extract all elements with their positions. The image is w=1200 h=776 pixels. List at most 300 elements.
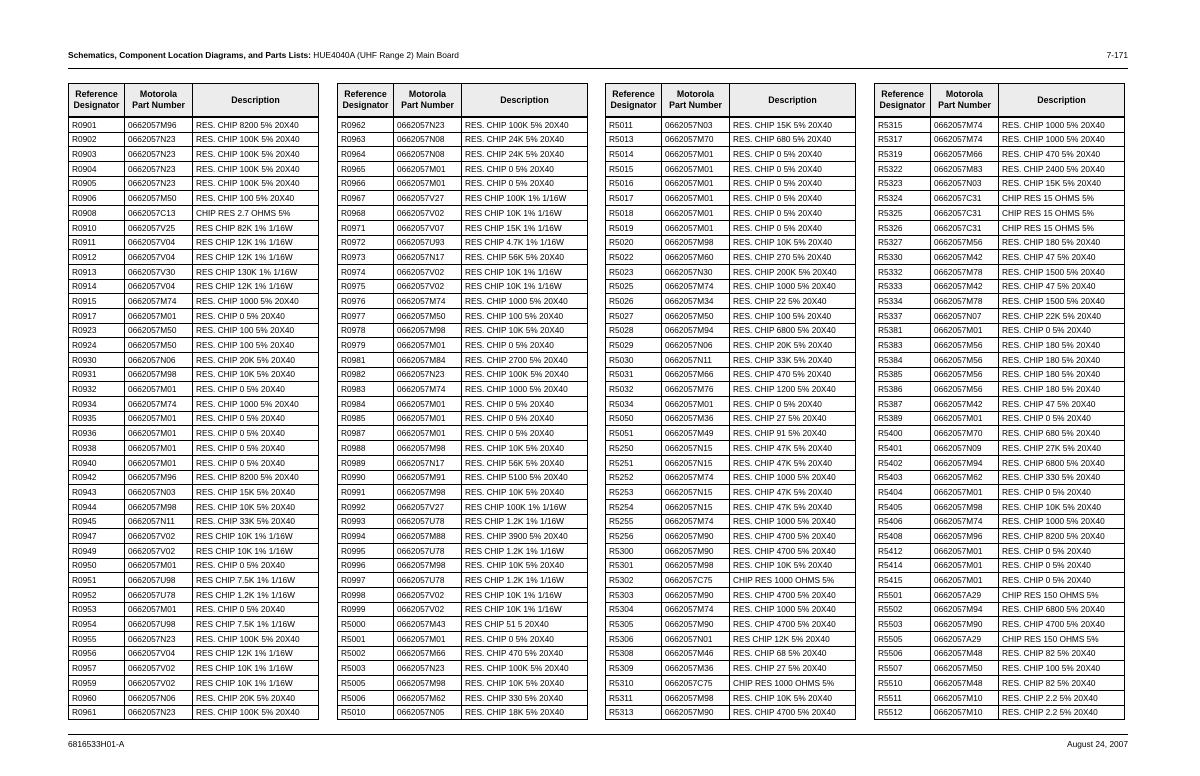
part-description: CHIP RES 150 OHMS 5% <box>999 588 1125 603</box>
part-description: RES. CHIP 6800 5% 20X40 <box>999 602 1125 617</box>
reference-designator: R0951 <box>69 573 125 588</box>
motorola-part-number: 0662057N07 <box>931 308 999 323</box>
motorola-part-number: 0662057M01 <box>125 558 193 573</box>
motorola-part-number: 0662057M60 <box>662 250 730 265</box>
reference-designator: R5010 <box>338 705 394 720</box>
table-row <box>69 558 319 573</box>
reference-designator: R0955 <box>69 632 125 647</box>
motorola-part-number: 0662057N15 <box>662 499 730 514</box>
reference-designator: R5414 <box>875 558 931 573</box>
reference-designator: R0964 <box>338 147 394 162</box>
part-description: RES. CHIP 56K 5% 20X40 <box>462 250 588 265</box>
table-row <box>338 661 588 676</box>
part-description: RES. CHIP 470 5% 20X40 <box>999 147 1125 162</box>
part-description: RES. CHIP 680 5% 20X40 <box>999 426 1125 441</box>
part-description: RES. CHIP 180 5% 20X40 <box>999 353 1125 368</box>
part-description: RES CHIP 51 5 20X40 <box>462 617 588 632</box>
motorola-part-number: 0662057M56 <box>931 235 999 250</box>
motorola-part-number: 0662057N08 <box>394 132 462 147</box>
table-header-row <box>338 84 588 118</box>
reference-designator: R0945 <box>69 514 125 529</box>
reference-designator: R0949 <box>69 543 125 558</box>
part-description: RES CHIP 12K 5% 20X40 <box>730 632 856 647</box>
reference-designator: R0994 <box>338 529 394 544</box>
part-description: RES. CHIP 8200 5% 20X40 <box>999 529 1125 544</box>
reference-designator: R0990 <box>338 470 394 485</box>
reference-designator: R0956 <box>69 646 125 661</box>
reference-designator: R5334 <box>875 294 931 309</box>
column-header-label: Description <box>1037 94 1086 105</box>
table-row <box>69 690 319 705</box>
motorola-part-number: 0662057N03 <box>931 176 999 191</box>
reference-designator: R0901 <box>69 117 125 132</box>
reference-designator: R0963 <box>338 132 394 147</box>
part-description: RES. CHIP 6800 5% 20X40 <box>730 323 856 338</box>
motorola-part-number: 0662057M96 <box>125 117 193 132</box>
table-row <box>69 573 319 588</box>
part-description: RES. CHIP 10K 5% 20X40 <box>462 558 588 573</box>
reference-designator: R0997 <box>338 573 394 588</box>
reference-designator: R5402 <box>875 455 931 470</box>
reference-designator: R5018 <box>606 206 662 221</box>
part-description: RES. CHIP 4700 5% 20X40 <box>999 617 1125 632</box>
page-title-bold: Schematics, Component Location Diagrams, and Parts Lists: <box>68 50 311 60</box>
table-row <box>338 426 588 441</box>
part-description: RES CHIP 10K 1% 1/16W <box>462 602 588 617</box>
motorola-part-number: 0662057V25 <box>125 220 193 235</box>
motorola-part-number: 0662057M90 <box>662 617 730 632</box>
part-description: RES. CHIP 100K 5% 20X40 <box>193 147 319 162</box>
part-description: RES. CHIP 0 5% 20X40 <box>193 308 319 323</box>
motorola-part-number: 0662057N23 <box>394 117 462 132</box>
reference-designator: R0971 <box>338 220 394 235</box>
part-description: RES. CHIP 100 5% 20X40 <box>193 338 319 353</box>
reference-designator: R5254 <box>606 499 662 514</box>
part-description: RES. CHIP 0 5% 20X40 <box>462 338 588 353</box>
motorola-part-number: 0662057N03 <box>662 117 730 132</box>
table-row <box>338 323 588 338</box>
reference-designator: R0938 <box>69 441 125 456</box>
table-row <box>875 499 1125 514</box>
reference-designator: R5017 <box>606 191 662 206</box>
reference-designator: R0962 <box>338 117 394 132</box>
motorola-part-number: 0662057M01 <box>394 176 462 191</box>
reference-designator: R0904 <box>69 162 125 177</box>
reference-designator: R5385 <box>875 367 931 382</box>
table-row <box>875 250 1125 265</box>
reference-designator: R0943 <box>69 485 125 500</box>
part-description: RES. CHIP 10K 5% 20X40 <box>462 676 588 691</box>
motorola-part-number: 0662057N15 <box>662 441 730 456</box>
part-description: RES. CHIP 5100 5% 20X40 <box>462 470 588 485</box>
reference-designator: R5020 <box>606 235 662 250</box>
part-description: RES. CHIP 680 5% 20X40 <box>730 132 856 147</box>
part-description: RES. CHIP 27 5% 20X40 <box>730 411 856 426</box>
table-row <box>69 147 319 162</box>
table-header-row <box>606 84 856 118</box>
part-description: RES. CHIP 100 5% 20X40 <box>999 661 1125 676</box>
motorola-part-number: 0662057V07 <box>394 220 462 235</box>
reference-designator: R5405 <box>875 499 931 514</box>
publication-date: August 24, 2007 <box>1066 739 1128 749</box>
motorola-part-number: 0662057M90 <box>931 617 999 632</box>
reference-designator: R5303 <box>606 588 662 603</box>
part-description: RES. CHIP 24K 5% 20X40 <box>462 147 588 162</box>
table-row <box>338 367 588 382</box>
part-description: RES. CHIP 20K 5% 20X40 <box>193 353 319 368</box>
reference-designator: R0984 <box>338 397 394 412</box>
table-row <box>338 485 588 500</box>
motorola-part-number: 0662057M74 <box>662 602 730 617</box>
part-description: CHIP RES 15 OHMS 5% <box>999 220 1125 235</box>
reference-designator: R0981 <box>338 353 394 368</box>
part-description: RES. CHIP 4700 5% 20X40 <box>730 705 856 720</box>
column-header-label: Reference <box>344 89 387 99</box>
table-row <box>875 514 1125 529</box>
part-description: RES CHIP 12K 1% 1/16W <box>193 235 319 250</box>
table-row <box>69 426 319 441</box>
part-description: RES. CHIP 0 5% 20X40 <box>999 411 1125 426</box>
part-description: RES. CHIP 47 5% 20X40 <box>999 279 1125 294</box>
motorola-part-number: 0662057M78 <box>931 264 999 279</box>
motorola-part-number: 0662057M98 <box>394 323 462 338</box>
part-description: RES. CHIP 330 5% 20X40 <box>462 690 588 705</box>
part-description: RES. CHIP 1000 5% 20X40 <box>193 294 319 309</box>
motorola-part-number: 0662057N17 <box>394 455 462 470</box>
part-description: RES. CHIP 0 5% 20X40 <box>193 382 319 397</box>
part-description: RES. CHIP 47K 5% 20X40 <box>730 455 856 470</box>
reference-designator: R0973 <box>338 250 394 265</box>
table-row <box>875 485 1125 500</box>
table-row <box>69 441 319 456</box>
motorola-part-number: 0662057M42 <box>931 250 999 265</box>
reference-designator: R0985 <box>338 411 394 426</box>
part-description: RES. CHIP 82 5% 20X40 <box>999 646 1125 661</box>
part-description: RES. CHIP 4700 5% 20X40 <box>730 543 856 558</box>
table-row <box>875 426 1125 441</box>
table-row <box>875 132 1125 147</box>
header-divider <box>68 68 1128 69</box>
table-row <box>338 632 588 647</box>
reference-designator: R0931 <box>69 367 125 382</box>
reference-designator: R0936 <box>69 426 125 441</box>
part-description: RES. CHIP 100K 5% 20X40 <box>462 117 588 132</box>
part-description: RES. CHIP 1000 5% 20X40 <box>730 602 856 617</box>
part-description: RES CHIP 10K 1% 1/16W <box>462 279 588 294</box>
part-description: RES. CHIP 0 5% 20X40 <box>193 455 319 470</box>
table-row <box>69 323 319 338</box>
reference-designator: R0944 <box>69 499 125 514</box>
reference-designator: R5013 <box>606 132 662 147</box>
reference-designator: R5006 <box>338 690 394 705</box>
motorola-part-number: 0662057V02 <box>394 264 462 279</box>
motorola-part-number: 0662057M01 <box>394 338 462 353</box>
part-description: RES. CHIP 0 5% 20X40 <box>462 411 588 426</box>
reference-designator: R0923 <box>69 323 125 338</box>
part-description: RES. CHIP 0 5% 20X40 <box>730 220 856 235</box>
reference-designator: R5389 <box>875 411 931 426</box>
table-row <box>875 294 1125 309</box>
part-description: RES CHIP 7.5K 1% 1/16W <box>193 617 319 632</box>
table-row <box>606 323 856 338</box>
reference-designator: R5401 <box>875 441 931 456</box>
motorola-part-number: 0662057M01 <box>125 411 193 426</box>
reference-designator: R0908 <box>69 206 125 221</box>
table-row <box>338 117 588 132</box>
table-row <box>69 132 319 147</box>
reference-designator: R5305 <box>606 617 662 632</box>
table-row <box>606 206 856 221</box>
motorola-part-number: 0662057N06 <box>662 338 730 353</box>
table-row <box>338 705 588 720</box>
part-description: RES. CHIP 0 5% 20X40 <box>730 162 856 177</box>
reference-designator: R5005 <box>338 676 394 691</box>
motorola-part-number: 0662057N23 <box>125 132 193 147</box>
motorola-part-number: 0662057V02 <box>394 602 462 617</box>
part-description: RES. CHIP 10K 5% 20X40 <box>999 499 1125 514</box>
table-row <box>338 176 588 191</box>
reference-designator: R0947 <box>69 529 125 544</box>
reference-designator: R0974 <box>338 264 394 279</box>
reference-designator: R0988 <box>338 441 394 456</box>
part-description: RES CHIP 1.2K 1% 1/16W <box>462 573 588 588</box>
table-row <box>875 661 1125 676</box>
table-row <box>338 499 588 514</box>
footer-divider <box>68 734 1128 735</box>
motorola-part-number: 0662057M84 <box>394 353 462 368</box>
part-description: RES. CHIP 1500 5% 20X40 <box>999 294 1125 309</box>
reference-designator: R5384 <box>875 353 931 368</box>
motorola-part-number: 0662057M96 <box>125 470 193 485</box>
motorola-part-number: 0662057V27 <box>394 191 462 206</box>
reference-designator: R5506 <box>875 646 931 661</box>
table-row <box>69 411 319 426</box>
reference-designator: R5404 <box>875 485 931 500</box>
reference-designator: R5325 <box>875 206 931 221</box>
reference-designator: R0915 <box>69 294 125 309</box>
column-header-label: Description <box>768 94 817 105</box>
table-row <box>875 338 1125 353</box>
part-description: RES. CHIP 22 5% 20X40 <box>730 294 856 309</box>
document-number: 6816533H01-A <box>68 739 125 749</box>
reference-designator: R0989 <box>338 455 394 470</box>
part-description: RES. CHIP 10K 5% 20X40 <box>193 367 319 382</box>
reference-designator: R5253 <box>606 485 662 500</box>
motorola-part-number: 0662057M76 <box>662 382 730 397</box>
motorola-part-number: 0662057M98 <box>125 367 193 382</box>
reference-designator: R0996 <box>338 558 394 573</box>
part-description: RES. CHIP 100 5% 20X40 <box>462 308 588 323</box>
motorola-part-number: 0662057N17 <box>394 250 462 265</box>
part-description: RES CHIP 10K 1% 1/16W <box>193 543 319 558</box>
table-row <box>69 176 319 191</box>
motorola-part-number: 0662057N23 <box>125 632 193 647</box>
table-row <box>338 588 588 603</box>
table-row <box>69 294 319 309</box>
table-row <box>875 411 1125 426</box>
motorola-part-number: 0662057N23 <box>394 367 462 382</box>
column-header-description <box>999 84 1125 118</box>
parts-table <box>605 83 856 720</box>
reference-designator: R5051 <box>606 426 662 441</box>
table-row <box>69 499 319 514</box>
motorola-part-number: 0662057V04 <box>125 250 193 265</box>
part-description: RES. CHIP 82 5% 20X40 <box>999 676 1125 691</box>
motorola-part-number: 0662057M98 <box>125 499 193 514</box>
part-description: RES. CHIP 10K 5% 20X40 <box>462 485 588 500</box>
table-row <box>338 602 588 617</box>
part-description: RES. CHIP 330 5% 20X40 <box>999 470 1125 485</box>
reference-designator: R5502 <box>875 602 931 617</box>
part-description: RES. CHIP 1000 5% 20X40 <box>730 514 856 529</box>
table-row <box>69 382 319 397</box>
part-description: RES. CHIP 10K 5% 20X40 <box>730 690 856 705</box>
reference-designator: R0982 <box>338 367 394 382</box>
reference-designator: R0911 <box>69 235 125 250</box>
motorola-part-number: 0662057M01 <box>394 397 462 412</box>
reference-designator: R0998 <box>338 588 394 603</box>
table-row <box>606 617 856 632</box>
reference-designator: R0905 <box>69 176 125 191</box>
reference-designator: R0902 <box>69 132 125 147</box>
part-description: RES. CHIP 100 5% 20X40 <box>730 308 856 323</box>
motorola-part-number: 0662057M01 <box>662 397 730 412</box>
motorola-part-number: 0662057M74 <box>662 470 730 485</box>
table-row <box>606 132 856 147</box>
table-row <box>606 543 856 558</box>
part-description: RES. CHIP 8200 5% 20X40 <box>193 117 319 132</box>
motorola-part-number: 0662057V02 <box>394 279 462 294</box>
column-header-description <box>730 84 856 118</box>
reference-designator: R0975 <box>338 279 394 294</box>
motorola-part-number: 0662057N23 <box>125 176 193 191</box>
motorola-part-number: 0662057M01 <box>394 426 462 441</box>
motorola-part-number: 0662057M90 <box>662 588 730 603</box>
part-description: RES. CHIP 2.2 5% 20X40 <box>999 690 1125 705</box>
reference-designator: R5025 <box>606 279 662 294</box>
table-row <box>69 602 319 617</box>
table-row <box>875 588 1125 603</box>
part-description: RES. CHIP 100K 5% 20X40 <box>462 367 588 382</box>
column-header-label: Motorola <box>945 89 984 99</box>
part-description: RES. CHIP 4700 5% 20X40 <box>730 529 856 544</box>
table-row <box>69 264 319 279</box>
part-description: RES. CHIP 270 5% 20X40 <box>730 250 856 265</box>
column-header-label: Designator <box>610 100 657 110</box>
motorola-part-number: 0662057M01 <box>931 573 999 588</box>
table-row <box>606 250 856 265</box>
motorola-part-number: 0662057V04 <box>125 279 193 294</box>
table-row <box>338 279 588 294</box>
motorola-part-number: 0662057C75 <box>662 573 730 588</box>
reference-designator: R5000 <box>338 617 394 632</box>
part-description: RES. CHIP 0 5% 20X40 <box>462 176 588 191</box>
part-description: CHIP RES 1000 OHMS 5% <box>730 573 856 588</box>
table-row <box>338 353 588 368</box>
motorola-part-number: 0662057M01 <box>394 632 462 647</box>
column-header-label: Description <box>500 94 549 105</box>
reference-designator: R5301 <box>606 558 662 573</box>
table-row <box>338 132 588 147</box>
reference-designator: R0999 <box>338 602 394 617</box>
motorola-part-number: 0662057V02 <box>125 543 193 558</box>
motorola-part-number: 0662057N23 <box>125 147 193 162</box>
reference-designator: R0924 <box>69 338 125 353</box>
column-header-reference <box>338 84 394 118</box>
part-description: RES CHIP 12K 1% 1/16W <box>193 279 319 294</box>
table-row <box>69 367 319 382</box>
reference-designator: R0906 <box>69 191 125 206</box>
part-description: RES. CHIP 180 5% 20X40 <box>999 367 1125 382</box>
table-row <box>875 235 1125 250</box>
motorola-part-number: 0662057M42 <box>931 279 999 294</box>
motorola-part-number: 0662057M01 <box>125 382 193 397</box>
table-row <box>875 367 1125 382</box>
motorola-part-number: 0662057M74 <box>394 382 462 397</box>
motorola-part-number: 0662057M01 <box>125 308 193 323</box>
part-description: RES. CHIP 10K 5% 20X40 <box>462 441 588 456</box>
part-description: RES. CHIP 47 5% 20X40 <box>999 397 1125 412</box>
part-description: RES. CHIP 6800 5% 20X40 <box>999 455 1125 470</box>
motorola-part-number: 0662057N08 <box>394 147 462 162</box>
motorola-part-number: 0662057M78 <box>931 294 999 309</box>
table-row <box>606 426 856 441</box>
table-row <box>606 602 856 617</box>
table-row <box>69 338 319 353</box>
table-row <box>875 382 1125 397</box>
table-row <box>338 147 588 162</box>
part-description: RES. CHIP 10K 5% 20X40 <box>193 499 319 514</box>
table-row <box>69 206 319 221</box>
part-description: RES. CHIP 4700 5% 20X40 <box>730 617 856 632</box>
reference-designator: R5310 <box>606 676 662 691</box>
column-header-label: Part Number <box>132 100 185 110</box>
motorola-part-number: 0662057M50 <box>125 323 193 338</box>
table-row <box>875 632 1125 647</box>
part-description: RES. CHIP 47K 5% 20X40 <box>730 499 856 514</box>
reference-designator: R5501 <box>875 588 931 603</box>
parts-table <box>337 83 588 720</box>
reference-designator: R5011 <box>606 117 662 132</box>
motorola-part-number: 0662057N05 <box>394 705 462 720</box>
motorola-part-number: 0662057M48 <box>931 676 999 691</box>
table-row <box>338 455 588 470</box>
table-row <box>606 338 856 353</box>
column-header-label: Description <box>231 94 280 105</box>
part-description: RES. CHIP 15K 5% 20X40 <box>999 176 1125 191</box>
reference-designator: R0952 <box>69 588 125 603</box>
reference-designator: R5256 <box>606 529 662 544</box>
reference-designator: R0954 <box>69 617 125 632</box>
table-row <box>875 573 1125 588</box>
motorola-part-number: 0662057U98 <box>125 573 193 588</box>
page-header <box>68 50 1128 64</box>
reference-designator: R0913 <box>69 264 125 279</box>
motorola-part-number: 0662057N15 <box>662 455 730 470</box>
reference-designator: R0987 <box>338 426 394 441</box>
table-row <box>69 250 319 265</box>
motorola-part-number: 0662057M01 <box>931 411 999 426</box>
reference-designator: R0966 <box>338 176 394 191</box>
table-row <box>69 514 319 529</box>
part-description: RES. CHIP 100 5% 20X40 <box>193 323 319 338</box>
table-row <box>69 397 319 412</box>
reference-designator: R5333 <box>875 279 931 294</box>
motorola-part-number: 0662057N23 <box>125 705 193 720</box>
table-row <box>69 455 319 470</box>
reference-designator: R5408 <box>875 529 931 544</box>
table-row <box>875 543 1125 558</box>
